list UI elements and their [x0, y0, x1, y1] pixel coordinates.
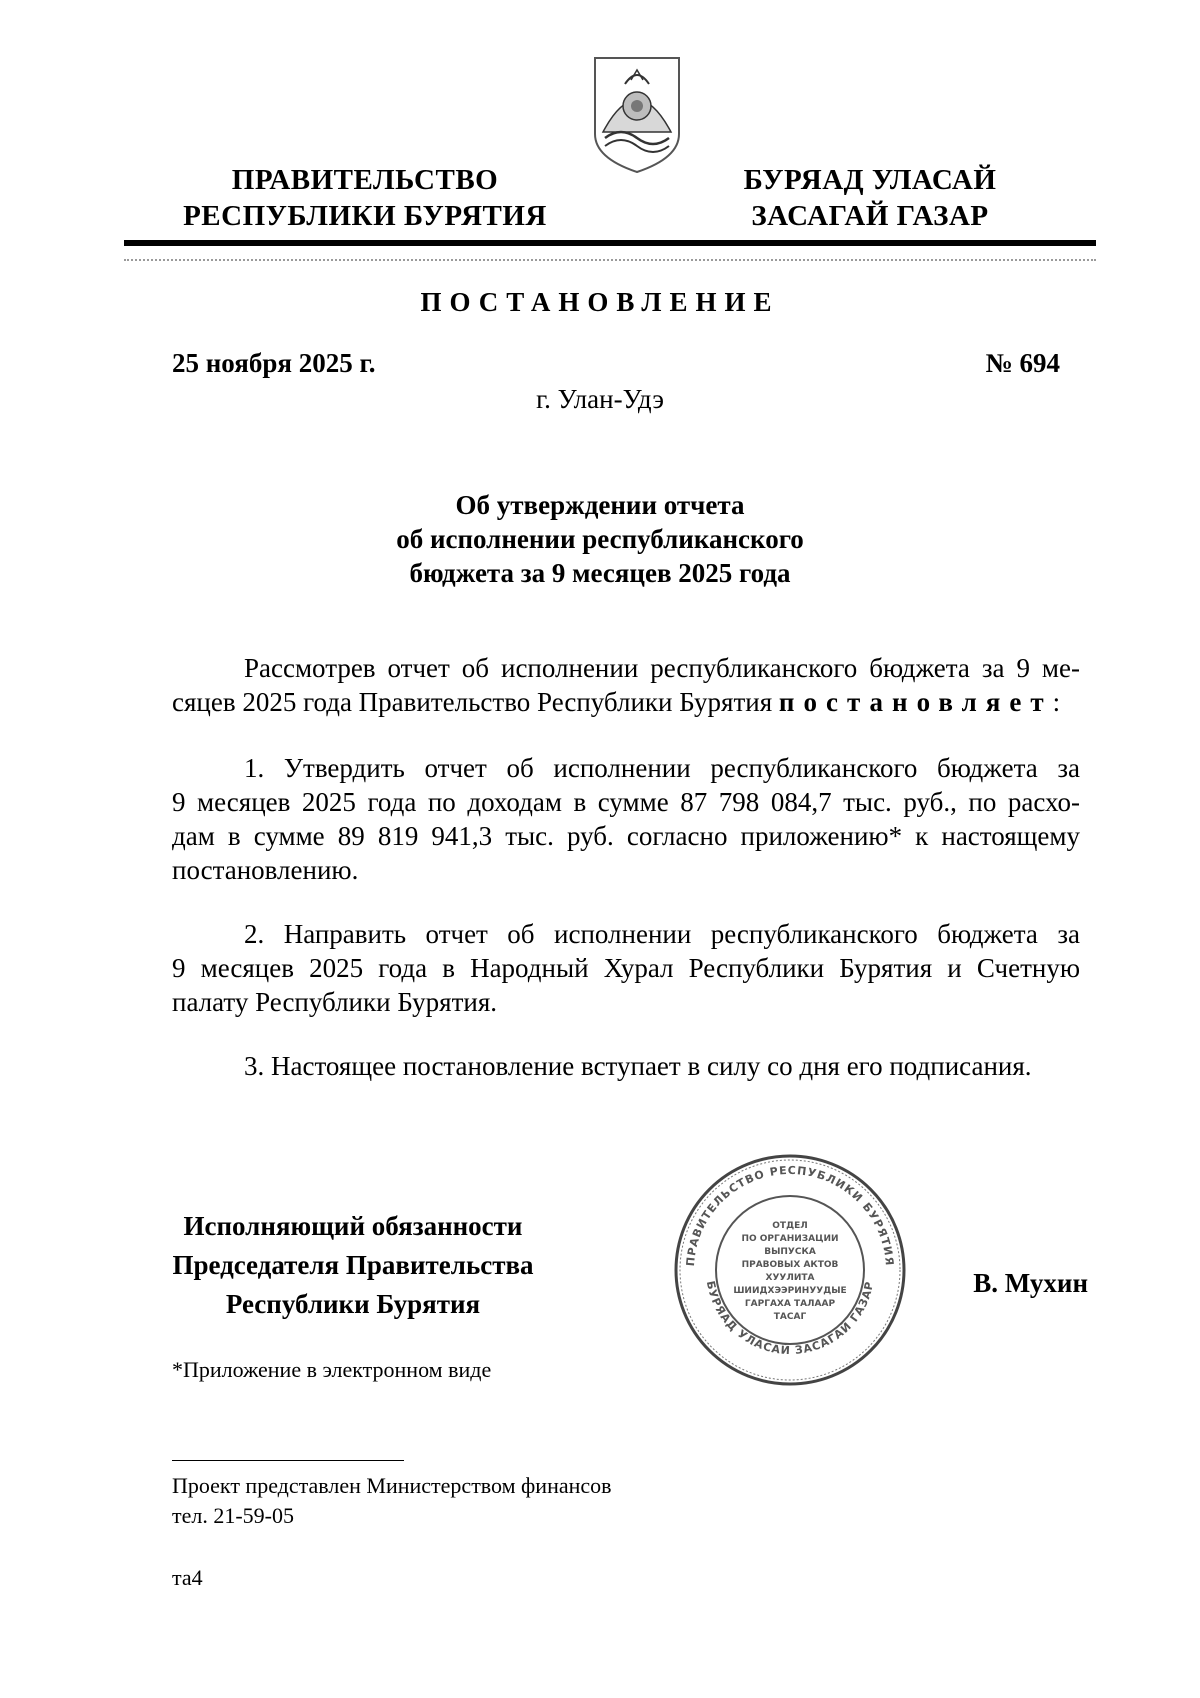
footer-code: та4 — [172, 1565, 203, 1590]
intro-emphasis: постановляет — [778, 687, 1053, 717]
stamp-inner-7: ГАРГАХА ТАЛААР — [744, 1299, 836, 1309]
stamp-inner-3: ВЫПУСКА — [764, 1247, 816, 1257]
signer-position-line-2: Председателя Правительства — [172, 1250, 534, 1280]
header-divider-thin — [124, 259, 1096, 261]
footer-prepared-by: Проект представлен Министерством финансов — [172, 1473, 612, 1498]
official-seal-stamp — [672, 1152, 908, 1388]
p3-line-1: 3. Настоящее постановление вступает в силу со дня его подписания. — [244, 1051, 1032, 1081]
p2-line-2: 9 месяцев 2025 года в Народный Хурал Республики Бурятия и Счетную — [172, 953, 1080, 983]
paragraph-1 — [172, 751, 1080, 887]
p1-line-1: 1. Утвердить отчет об исполнении республиканского бюджета за — [244, 753, 1080, 783]
stamp-inner-5: ХУУЛИТА — [765, 1273, 815, 1283]
gov-bur-line-2: ЗАСАГАЙ ГАЗАР — [751, 200, 989, 232]
intro-end: : — [1052, 687, 1061, 717]
signer-position — [158, 1207, 548, 1324]
intro-paragraph — [172, 651, 1080, 719]
intro-line-1: Рассмотрев отчет об исполнении республиканского бюджета за 9 ме- — [244, 653, 1080, 683]
footer-divider — [172, 1460, 404, 1461]
document-number: № 694 — [985, 348, 1060, 378]
footer-phone: тел. 21-59-05 — [172, 1503, 295, 1528]
appendix-note: *Приложение в электронном виде — [172, 1357, 492, 1382]
document-type-title: ПОСТАНОВЛЕНИЕ — [420, 287, 780, 317]
document-city: г. Улан-Удэ — [536, 384, 664, 414]
stamp-inner-2: ПО ОРГАНИЗАЦИИ — [741, 1234, 839, 1244]
p1-line-3: дам в сумме 89 819 941,3 тыс. руб. согласно приложению* к настоящему — [172, 821, 1080, 851]
document-date: 25 ноября 2025 г. — [172, 348, 376, 378]
coat-of-arms-icon — [591, 54, 683, 176]
p1-line-2: 9 месяцев 2025 года по доходам в сумме 87 798 084,7 тыс. руб., по расхо- — [172, 787, 1080, 817]
stamp-outer-text-2: БУРЯАД УЛАСАЙ ЗАСАГАЙ ГАЗАР — [703, 1279, 877, 1358]
signer-position-line-3: Республики Бурятия — [225, 1289, 481, 1319]
stamp-inner-4: ПРАВОВЫХ АКТОВ — [741, 1260, 839, 1270]
signer-position-line-1: Исполняющий обязанности — [183, 1211, 523, 1241]
subject-line-1: Об утверждении отчета — [455, 490, 745, 520]
document-subject — [0, 488, 1200, 590]
intro-line-2 — [172, 685, 1080, 719]
government-name-russian — [150, 162, 580, 234]
p2-line-1: 2. Направить отчет об исполнении республиканского бюджета за — [244, 919, 1080, 949]
subject-line-3: бюджета за 9 месяцев 2025 года — [409, 558, 791, 588]
gov-ru-line-2: РЕСПУБЛИКИ БУРЯТИЯ — [183, 200, 547, 232]
header-divider-thick — [124, 240, 1096, 246]
government-name-buryat — [705, 162, 1035, 234]
gov-bur-line-1: БУРЯАД УЛАСАЙ — [743, 164, 997, 196]
signer-name: В. Мухин — [973, 1268, 1088, 1298]
subject-line-2: об исполнении республиканского — [396, 524, 804, 554]
paragraph-2 — [172, 917, 1080, 1019]
stamp-inner-1: ОТДЕЛ — [772, 1221, 808, 1231]
p1-line-4: постановлению. — [172, 855, 359, 885]
gov-ru-line-1: ПРАВИТЕЛЬСТВО — [231, 164, 499, 196]
stamp-inner-8: ТАСАГ — [773, 1312, 807, 1322]
paragraph-3 — [172, 1049, 1080, 1083]
stamp-inner-6: ШИИДХЭЭРИНУУДЫЕ — [733, 1286, 847, 1296]
stamp-outer-text-1: ПРАВИТЕЛЬСТВО РЕСПУБЛИКИ БУРЯТИЯ — [683, 1163, 897, 1267]
intro-line-2-text: сяцев 2025 года Правительство Республики Бурятия — [172, 687, 773, 717]
p2-line-3: палату Республики Бурятия. — [172, 987, 497, 1017]
